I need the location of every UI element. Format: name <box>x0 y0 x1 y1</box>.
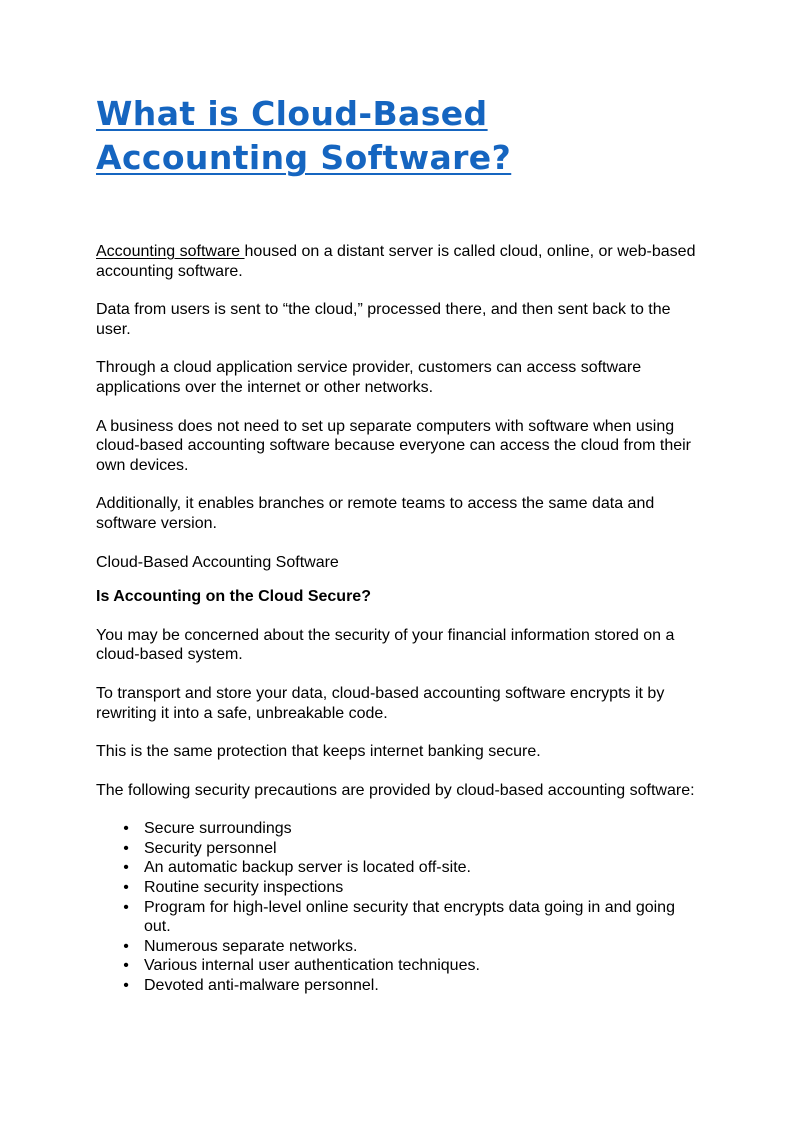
list-item-text: Security personnel <box>144 839 277 857</box>
paragraph: The following security precautions are provided by cloud-based accounting software: <box>96 781 695 799</box>
paragraph: To transport and store your data, cloud-based accounting software encrypts it by rewriting it into a safe, unbreakable code. <box>96 684 665 722</box>
bullet-icon: • <box>123 937 129 955</box>
list-item <box>123 976 701 996</box>
list-item-text: Numerous separate networks. <box>144 937 358 955</box>
paragraph: You may be concerned about the security of your financial information stored on a cloud-based system. <box>96 626 675 664</box>
section-heading: Is Accounting on the Cloud Secure? <box>96 588 371 606</box>
intro-text: housed on a distant server is called cloud, online, or web-based accounting software. <box>96 243 696 280</box>
paragraph: Through a cloud application service provider, customers can access software applications over the internet or other networks. <box>96 359 642 396</box>
document-page <box>96 92 701 995</box>
accounting-software-link[interactable]: Accounting software <box>96 243 245 260</box>
list-item <box>123 956 701 976</box>
list-item <box>123 858 701 878</box>
bullet-icon: • <box>123 859 129 877</box>
list-item-text: Devoted anti-malware personnel. <box>144 977 379 995</box>
bullet-icon: • <box>123 898 129 916</box>
title-link[interactable]: What is Cloud-Based Accounting Software? <box>96 94 512 177</box>
list-item <box>123 878 701 898</box>
paragraph: A business does not need to set up separate computers with software when using cloud-based accounting software because everyone can access the cloud from their own devices. <box>96 417 692 474</box>
paragraph: Additionally, it enables branches or remote teams to access the same data and software version. <box>96 495 655 532</box>
list-item-text: Program for high-level online security that encrypts data going in and going out. <box>144 898 675 936</box>
bullet-icon: • <box>123 879 129 897</box>
security-precautions-list <box>96 819 701 995</box>
list-item-text: Routine security inspections <box>144 879 344 897</box>
image-caption: Cloud-Based Accounting Software <box>96 553 339 571</box>
list-item <box>123 819 701 839</box>
list-item-text: Secure surroundings <box>144 820 292 838</box>
paragraph: Data from users is sent to “the cloud,” processed there, and then sent back to the user. <box>96 301 671 338</box>
article-body <box>96 242 701 996</box>
list-item <box>123 839 701 859</box>
bullet-icon: • <box>123 977 129 995</box>
bullet-icon: • <box>123 839 129 857</box>
intro-paragraph <box>96 242 701 281</box>
list-item <box>123 898 701 937</box>
paragraph: This is the same protection that keeps internet banking secure. <box>96 743 541 761</box>
list-item <box>123 937 701 957</box>
bullet-icon: • <box>123 957 129 975</box>
bullet-icon: • <box>123 820 129 838</box>
list-item-text: Various internal user authentication techniques. <box>144 957 480 975</box>
list-item-text: An automatic backup server is located off-site. <box>144 859 471 877</box>
page-title[interactable] <box>96 92 701 180</box>
